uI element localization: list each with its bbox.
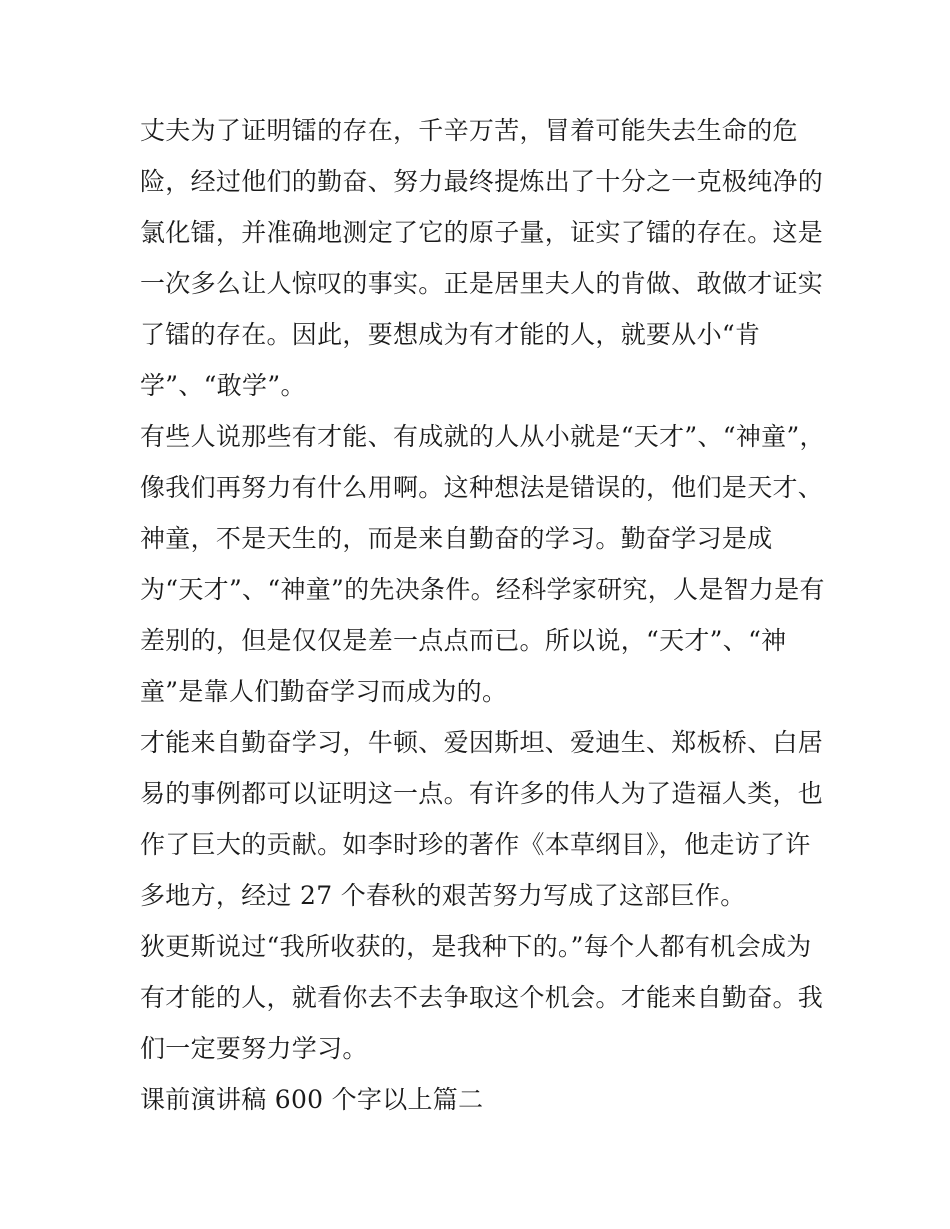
text-line: 有些人说那些有才能、有成就的人从小就是“天才”、“神童”， — [140, 422, 825, 451]
text-line: 险，经过他们的勤奋、努力最终提炼出了十分之一克极纯净的 — [140, 167, 824, 196]
text-line: 学”、“敢学”。 — [140, 371, 306, 400]
text-line: 差别的，但是仅仅是差一点点而已。所以说，“天才”、“神 — [140, 626, 787, 655]
text-line: 多地方，经过 27 个春秋的艰苦努力写成了这部巨作。 — [140, 881, 746, 910]
text-line: 丈夫为了证明镭的存在，千辛万苦，冒着可能失去生命的危 — [140, 116, 798, 145]
section-heading: 课前演讲稿 600 个字以上篇二 — [140, 1085, 484, 1114]
text-line: 狄更斯说过“我所收获的，是我种下的。”每个人都有机会成为 — [140, 932, 812, 961]
text-line: 们一定要努力学习。 — [140, 1034, 368, 1063]
text-line: 氯化镭，并准确地测定了它的原子量，证实了镭的存在。这是 — [140, 218, 824, 247]
text-line: 一次多么让人惊叹的事实。正是居里夫人的肯做、敢做才证实 — [140, 269, 824, 298]
text-line: 易的事例都可以证明这一点。有许多的伟人为了造福人类，也 — [140, 779, 824, 808]
text-line: 像我们再努力有什么用啊。这种想法是错误的，他们是天才、 — [140, 473, 824, 502]
text-line: 神童，不是天生的，而是来自勤奋的学习。勤奋学习是成 — [140, 524, 773, 553]
document-body — [140, 105, 825, 1125]
text-line: 为“天才”、“神童”的先决条件。经科学家研究，人是智力是有 — [140, 575, 825, 604]
text-line: 才能来自勤奋学习，牛顿、爱因斯坦、爱迪生、郑板桥、白居 — [140, 728, 824, 757]
text-line: 有才能的人，就看你去不去争取这个机会。才能来自勤奋。我 — [140, 983, 824, 1012]
text-line: 童”是靠人们勤奋学习而成为的。 — [140, 677, 508, 706]
text-line: 作了巨大的贡献。如李时珍的著作《本草纲目》，他走访了许 — [140, 830, 811, 859]
text-line: 了镭的存在。因此，要想成为有才能的人，就要从小“肯 — [140, 320, 761, 349]
